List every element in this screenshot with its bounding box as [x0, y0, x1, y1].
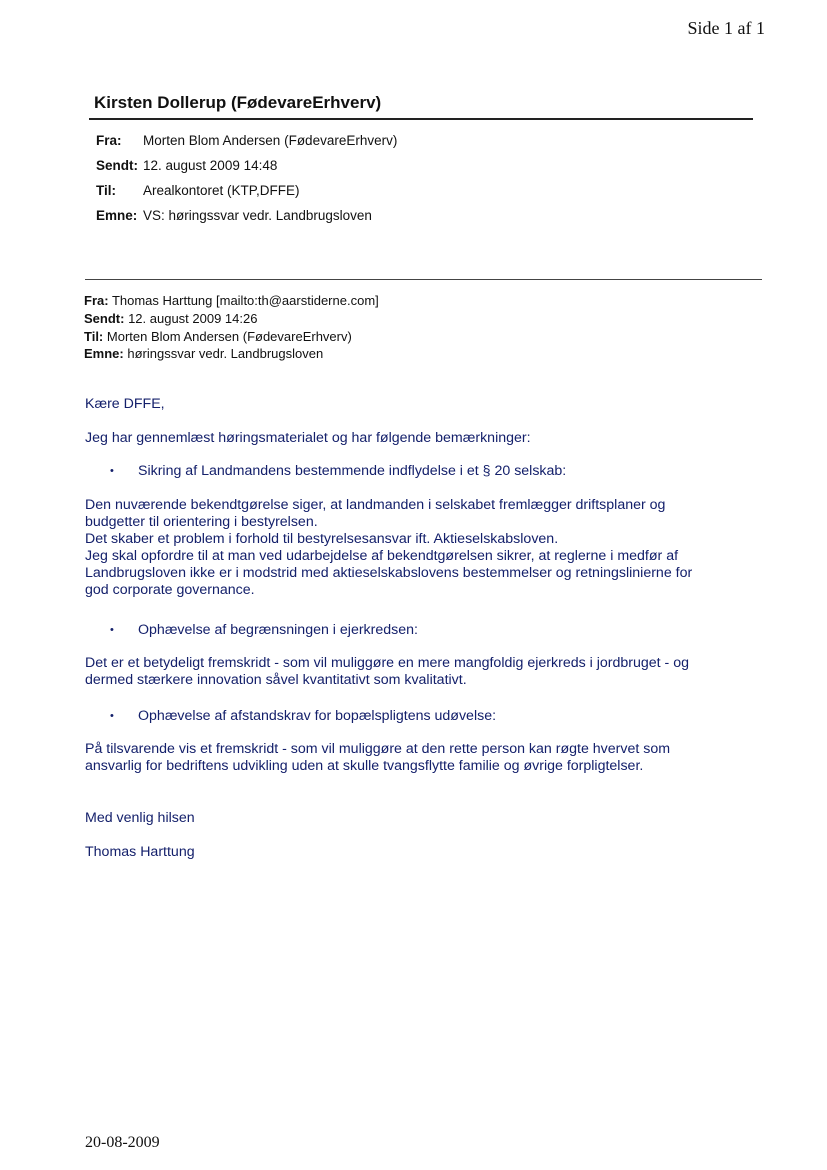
bullet-item-1: [110, 463, 566, 480]
original-sent-value: 12. august 2009 14:26: [128, 310, 258, 326]
bullet-dot-icon: •: [110, 465, 114, 477]
forward-from-label: Fra:: [96, 133, 122, 148]
original-subject-row: [84, 345, 379, 363]
forward-subject-label: Emne:: [96, 208, 138, 223]
original-message-divider: [85, 279, 762, 280]
page-number: Side 1 af 1: [687, 18, 765, 38]
forward-to-row: [96, 183, 397, 208]
paragraph-1: [85, 497, 692, 599]
paragraph-2-line: dermed stærkere innovation såvel kvantitativt som kvalitativt.: [85, 672, 467, 688]
signature: Thomas Harttung: [85, 844, 195, 860]
original-subject-value: høringssvar vedr. Landbrugsloven: [127, 346, 324, 362]
forward-subject-value: VS: høringssvar vedr. Landbrugsloven: [143, 208, 372, 223]
paragraph-2-line: Det er et betydeligt fremskridt - som vil muliggøre en mere mangfoldig ejerkreds i jordbruget - og: [85, 655, 690, 671]
paragraph-1-line: god corporate governance.: [85, 582, 255, 598]
forward-from-row: [96, 133, 397, 158]
original-from-label: Fra:: [84, 293, 109, 308]
forward-sent-value: 12. august 2009 14:48: [143, 158, 278, 173]
paragraph-1-line: budgetter til orientering i bestyrelsen.: [85, 514, 318, 530]
mailbox-owner-title: Kirsten Dollerup (FødevareErhverv): [94, 93, 382, 112]
forward-from-value: Morten Blom Andersen (FødevareErhverv): [143, 133, 398, 148]
closing: Med venlig hilsen: [85, 810, 195, 826]
print-date: 20-08-2009: [85, 1134, 160, 1151]
greeting: Kære DFFE,: [85, 396, 165, 412]
paragraph-1-line: Det skaber et problem i forhold til bestyrelsesansvar ift. Aktieselskabsloven.: [85, 531, 559, 547]
original-from-value: Thomas Harttung [mailto:th@aarstiderne.com]: [111, 293, 379, 308]
bullet-item-2: [110, 622, 418, 639]
original-sent-row: [84, 310, 379, 328]
bullet-item-3: [110, 708, 496, 725]
bullet-item-1-text: Sikring af Landmandens bestemmende indflydelse i et § 20 selskab:: [138, 463, 567, 479]
title-divider: [89, 118, 753, 120]
paragraph-3-line: ansvarlig for bedriftens udvikling uden at skulle tvangsflytte familie og øvrige forpligtelser.: [85, 758, 644, 774]
original-sent-label: Sendt:: [84, 310, 125, 326]
forward-to-label: Til:: [96, 183, 116, 198]
bullet-item-3-text: Ophævelse af afstandskrav for bopælspligtens udøvelse:: [138, 708, 497, 724]
forward-sent-label: Sendt:: [96, 158, 138, 173]
original-subject-label: Emne:: [84, 346, 124, 362]
paragraph-1-line: Landbrugsloven ikke er i modstrid med aktieselskabslovens bestemmelser og retningslinierne for: [85, 565, 693, 581]
paragraph-2: [85, 655, 689, 689]
forward-header: [96, 133, 397, 233]
original-header: [84, 292, 379, 363]
bullet-dot-icon: •: [110, 710, 114, 722]
forward-to-value: Arealkontoret (KTP,DFFE): [143, 183, 300, 198]
original-from-row: [84, 292, 379, 310]
original-to-value: Morten Blom Andersen (FødevareErhverv): [106, 328, 352, 344]
original-to-row: [84, 328, 379, 346]
paragraph-3: [85, 741, 670, 775]
paragraph-1-line: Jeg skal opfordre til at man ved udarbejdelse af bekendtgørelsen sikrer, at reglerne i medfør af: [85, 548, 679, 564]
paragraph-1-line: Den nuværende bekendtgørelse siger, at landmanden i selskabet fremlægger driftsplaner og: [85, 497, 666, 513]
bullet-dot-icon: •: [110, 624, 114, 636]
forward-sent-row: [96, 158, 397, 183]
intro-line: Jeg har gennemlæst høringsmaterialet og har følgende bemærkninger:: [85, 430, 531, 446]
forward-subject-row: [96, 208, 397, 233]
paragraph-3-line: På tilsvarende vis et fremskridt - som vil muliggøre at den rette person kan røgte hvervet som: [85, 741, 671, 757]
original-to-label: Til:: [84, 328, 104, 344]
bullet-item-2-text: Ophævelse af begrænsningen i ejerkredsen:: [138, 622, 418, 638]
